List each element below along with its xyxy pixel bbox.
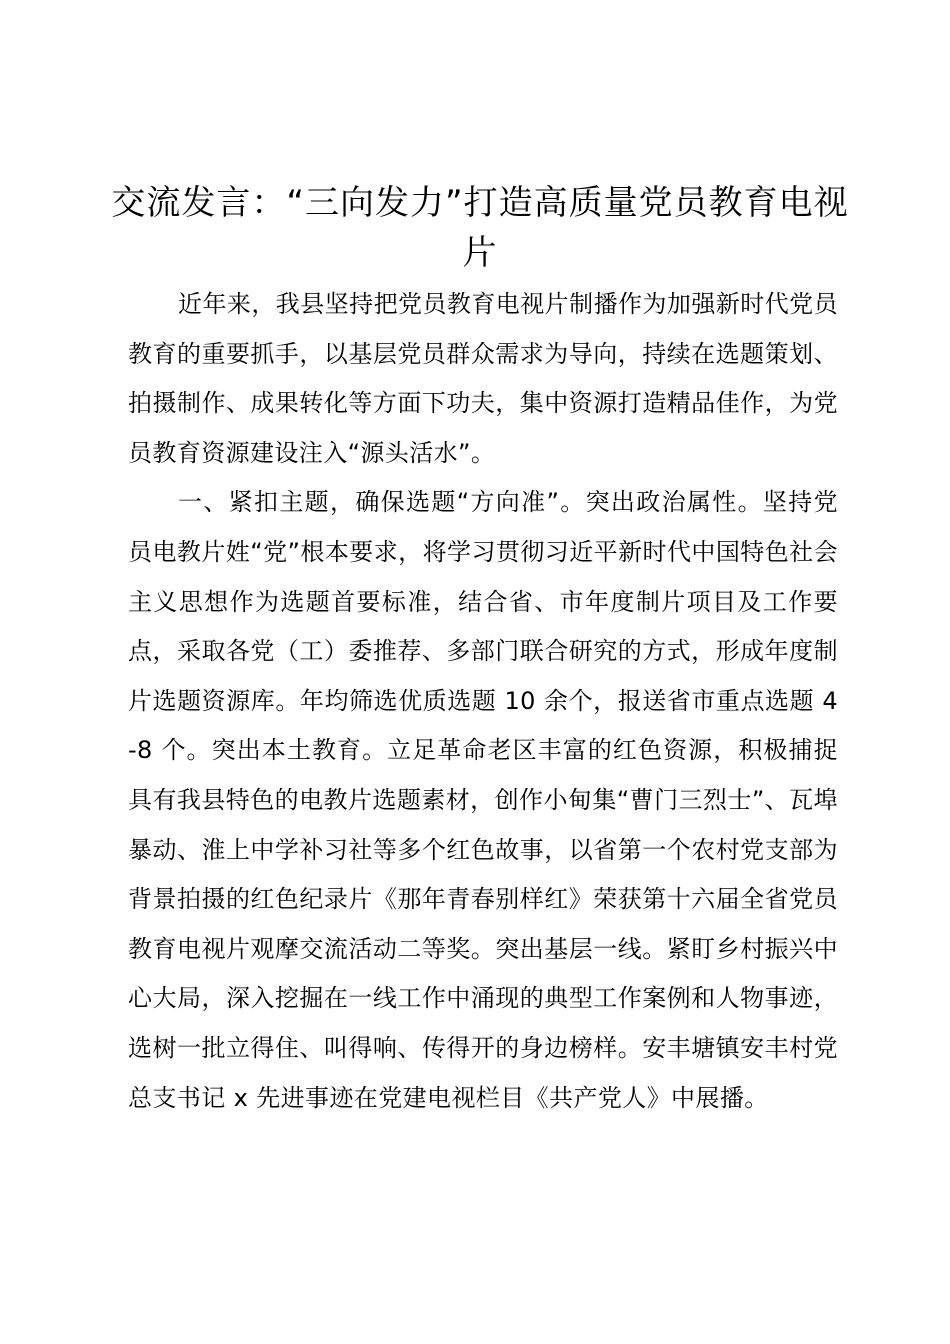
document-title: 交流发言：“三向发力”打造高质量党员教育电视片 (111, 183, 849, 273)
paragraph-intro: 近年来，我县坚持把党员教育电视片制播作为加强新时代党员教育的重要抓手，以基层党员群众需求为导向，持续在选题策划、拍摄制作、成果转化等方面下功夫，集中资源打造精品佳作，为党员教育资源建设注入“源头活水”。 (128, 290, 838, 467)
document-body (128, 280, 838, 1123)
paragraph-section-one: 一、紧扣主题，确保选题“方向准”。突出政治属性。坚持党员电教片姓“党”根本要求，将学习贯彻习近平新时代中国特色社会主义思想作为选题首要标准，结合省、市年度制片项目及工作要点，采取各党（工）委推荐、多部门联合研究的方式，形成年度制片选题资源库。年均筛选优质选题 10 余个，报送省市重点选题 4-8 个。突出本土教育。立足革命老区丰富的红色资源，积极捕捉具有我县特色的电教片选题素材，创作小甸集“曹门三烈士”、瓦埠暴动、淮上中学补习社等多个红色故事，以省第一个农村党支部为背景拍摄的红色纪录片《那年青春别样红》荣获第十六届全省党员教育电视片观摩交流活动二等奖。突出基层一线。紧盯乡村振兴中心大局，深入挖掘在一线工作中涌现的典型工作案例和人物事迹，选树一批立得住、叫得响、传得开的身边榜样。安丰塘镇安丰村党总支书记 x 先进事迹在党建电视栏目《共产党人》中展播。 (128, 488, 838, 1112)
